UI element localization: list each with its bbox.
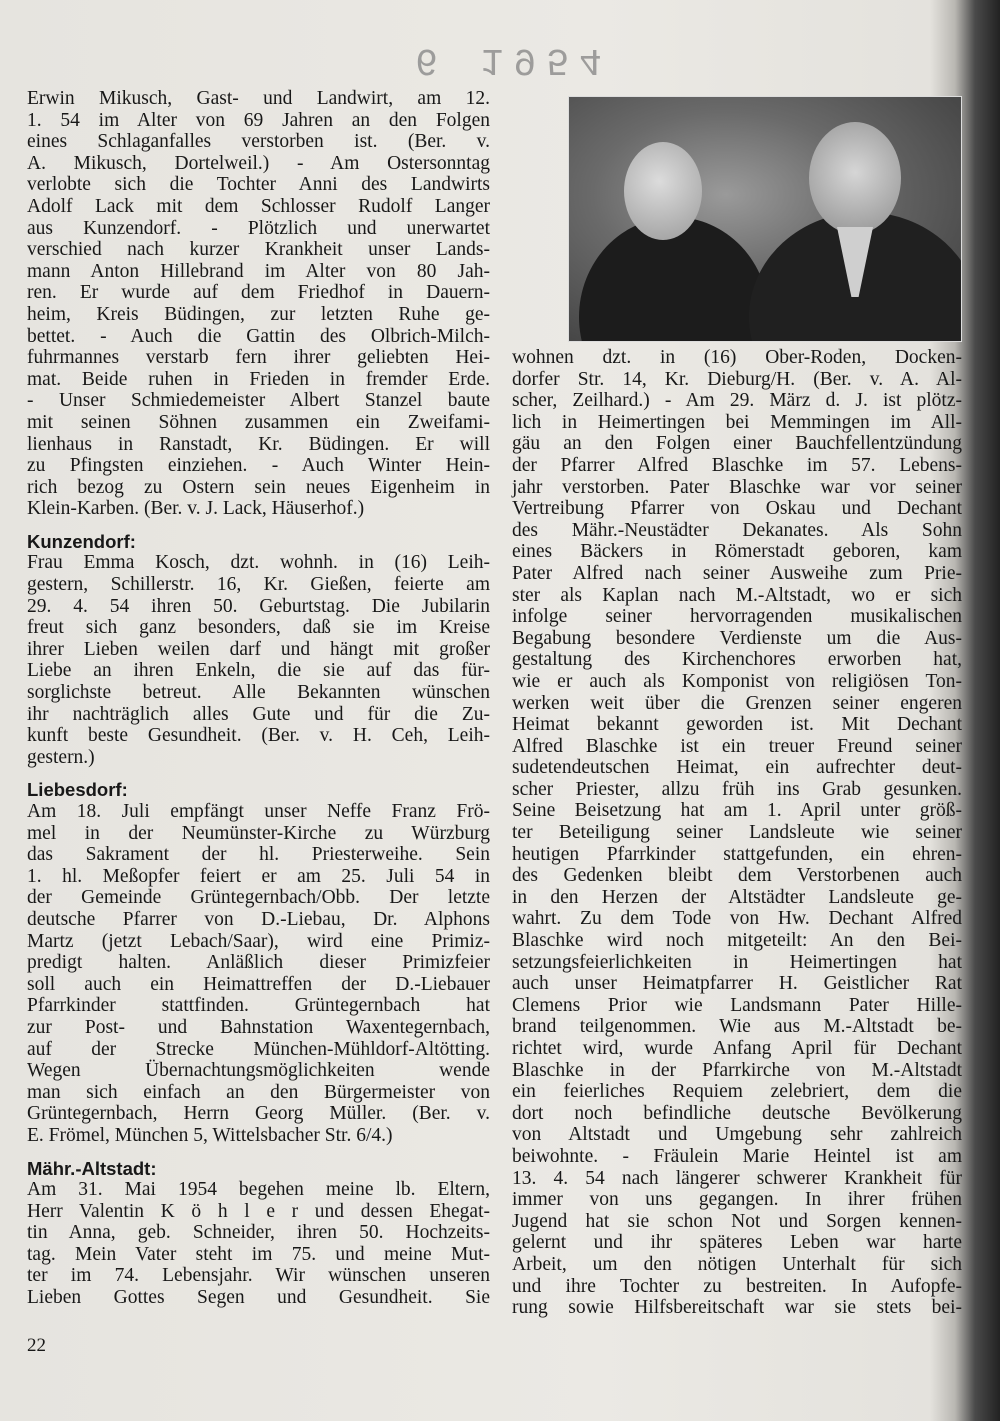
text-line: scher Priester, allzu früh ins Grab gesunken. — [512, 778, 962, 800]
text-line: sudetendeutschen Heimat, ein aufrechter deut- — [512, 757, 962, 779]
couple-photo — [568, 96, 962, 342]
text-line: Grüntegernbach, Herrn Georg Müller. (Ber. v. — [27, 1103, 490, 1125]
text-line: Pater Alfred nach seiner Ausweihe zum Prie- — [512, 562, 962, 584]
text-line: immer von uns gegangen. In ihrer frühen — [512, 1189, 962, 1211]
text-line: Frau Emma Kosch, dzt. wohnh. in (16) Leih- — [27, 552, 490, 574]
text-line: lich in Heimertingen bei Memmingen im All- — [512, 411, 962, 433]
text-line: tin Anna, geb. Schneider, ihren 50. Hochzeits- — [27, 1222, 490, 1244]
page-number: 22 — [27, 1335, 46, 1356]
text-line: verlobte sich die Tochter Anni des Landwirts — [27, 174, 490, 196]
text-line: auf der Strecke München-Mühldorf-Altötting. — [27, 1038, 490, 1060]
text-line: zur Post- und Bahnstation Waxentegernbach, — [27, 1016, 490, 1038]
text-line: Martz (jetzt Lebach/Saar), wird eine Primiz- — [27, 930, 490, 952]
text-line: ter im 74. Lebensjahr. Wir wünschen unseren — [27, 1265, 490, 1287]
text-line: Jugend hat sie schon Not und Sorgen kennen- — [512, 1210, 962, 1232]
text-line: lienhaus in Ranstadt, Kr. Büdingen. Er will — [27, 433, 490, 455]
text-line: gestern.) — [27, 746, 95, 768]
text-line: gelernt und ihr späteres Leben war harte — [512, 1232, 962, 1254]
text-line: ren. Er wurde auf dem Friedhof in Dauern- — [27, 282, 490, 304]
text-line: werken weit über die Grenzen seiner engeren — [512, 692, 962, 714]
text-line: tag. Mein Vater steht im 75. und meine Mut- — [27, 1243, 490, 1265]
text-line: auch unser Heimatpfarrer H. Geistlicher Rat — [512, 973, 962, 995]
text-line: beiwohnte. - Fräulein Marie Heintel ist am — [512, 1145, 962, 1167]
man-face — [809, 122, 901, 234]
text-line: deutsche Pfarrer von D.-Liebau, Dr. Alphons — [27, 908, 490, 930]
text-line: Am 18. Juli empfängt unser Neffe Franz Frö- — [27, 801, 490, 822]
section-heading: Liebesdorf: — [27, 779, 128, 801]
text-line: Wegen Übernachtungsmöglichkeiten wende — [27, 1060, 490, 1082]
text-line: Vertreibung Pfarrer von Oskau und Dechant — [512, 498, 962, 520]
text-line: Clemens Prior wie Landsmann Pater Hille- — [512, 994, 962, 1016]
text-line: - Unser Schmiedemeister Albert Stanzel baute — [27, 390, 490, 412]
text-line: wie er auch als Komponist von religiösen Ton- — [512, 670, 962, 692]
text-line: von Altstadt und Umgebung sehr zahlreich — [512, 1124, 962, 1146]
text-line: brand teilgenommen. Wie aus M.-Altstadt be- — [512, 1016, 962, 1038]
text-line: fuhrmannes verstarb fern ihrer geliebten Hei- — [27, 347, 490, 369]
text-line: Herr Valentin K ö h l e r und dessen Ehegat- — [27, 1200, 490, 1222]
text-line: Klein-Karben. (Ber. v. J. Lack, Häuserhof.) — [27, 498, 365, 520]
text-line: bettet. - Auch die Gattin des Olbrich-Milch- — [27, 325, 490, 347]
text-line: heutigen Pfarrkinder stattgefunden, ein ehren- — [512, 843, 962, 865]
text-line: rich bezog zu Ostern sein neues Eigenheim in — [27, 476, 490, 498]
text-line: ihrer Lieben weilen darf und hängt mit großer — [27, 638, 490, 660]
right-column — [512, 347, 962, 1319]
text-line: A. Mikusch, Dortelweil.) - Am Ostersonntag — [27, 152, 490, 174]
text-line: wahrt. Zu dem Tode von Hw. Dechant Alfred — [512, 908, 962, 930]
text-line: mit seinen Söhnen zusammen ein Zweifami- — [27, 411, 490, 433]
text-line: zu Pfingsten einziehen. - Auch Winter Hein- — [27, 455, 490, 477]
text-line: wohnen dzt. in (16) Ober-Roden, Docken- — [512, 347, 962, 368]
text-line: mat. Beide ruhen in Frieden in fremder Erde. — [27, 368, 490, 390]
text-line: 13. 4. 54 nach längerer schwerer Krankheit für — [512, 1167, 962, 1189]
article-section — [27, 531, 490, 769]
text-line: Arbeit, um den nötigen Unterhalt für sich — [512, 1253, 962, 1275]
text-line: Liebe an ihren Enkeln, die sie auf das für- — [27, 660, 490, 682]
text-line: verschied nach kurzer Krankheit unser Lands- — [27, 239, 490, 261]
article-section — [27, 1158, 490, 1309]
text-line: Begabung besondere Verdienste um die Aus- — [512, 627, 962, 649]
text-line: freut sich ganz besonders, daß sie im Kreise — [27, 617, 490, 639]
article-section — [27, 88, 490, 520]
text-line: Adolf Lack mit dem Schlosser Rudolf Langer — [27, 195, 490, 217]
text-line: mel in der Neumünster-Kirche zu Würzburg — [27, 822, 490, 844]
text-line: rung sowie Hilfsbereitschaft war sie stets bei- — [512, 1297, 962, 1319]
text-line: 1. 54 im Alter von 69 Jahren an den Folgen — [27, 109, 490, 131]
text-line: Blaschke in der Pfarrkirche von M.-Altstadt — [512, 1059, 962, 1081]
text-line: des Mähr.-Neustädter Dekanates. Als Sohn — [512, 519, 962, 541]
text-line: und ihre Tochter zu bestreiten. In Aufopfe- — [512, 1275, 962, 1297]
text-line: heim, Kreis Büdingen, zur letzten Ruhe ge- — [27, 303, 490, 325]
text-line: dort noch befindliche deutsche Bevölkerung — [512, 1102, 962, 1124]
text-line: des Gedenken bleibt dem Verstorbenen auch — [512, 865, 962, 887]
text-line: Pfarrkinder stattfinden. Grüntegernbach hat — [27, 995, 490, 1017]
text-line: Heimat bekannt geworden ist. Mit Dechant — [512, 714, 962, 736]
text-line: mann Anton Hillebrand im Alter von 80 Jah- — [27, 260, 490, 282]
text-line: E. Frömel, München 5, Wittelsbacher Str. 6/4.) — [27, 1124, 393, 1146]
text-line: ster als Kaplan nach M.-Altstadt, wo er sich — [512, 584, 962, 606]
article-section — [512, 347, 962, 1319]
text-line: Blaschke wird noch mitgeteilt: An den Bei- — [512, 930, 962, 952]
text-line: eines Bäckers in Römerstadt geboren, kam — [512, 541, 962, 563]
text-line: dorfer Str. 14, Kr. Dieburg/H. (Ber. v. A. Al- — [512, 368, 962, 390]
left-column — [27, 88, 490, 1309]
text-line: der Gemeinde Grüntegernbach/Obb. Der letzte — [27, 887, 490, 909]
text-line: Erwin Mikusch, Gast- und Landwirt, am 12. — [27, 88, 490, 109]
text-line: Lieben Gottes Segen und Gesundheit. Sie — [27, 1287, 490, 1309]
text-line: Seine Beisetzung hat am 1. April unter größ- — [512, 800, 962, 822]
text-line: richtet wird, wurde Anfang April für Dechant — [512, 1038, 962, 1059]
text-line: 1. hl. Meßopfer feiert er am 25. Juli 54 in — [27, 865, 490, 887]
text-line: gäu an den Folgen einer Bauchfellentzündung — [512, 433, 962, 455]
text-line: soll auch ein Heimattreffen der D.-Liebauer — [27, 973, 490, 995]
text-line: predigt halten. Anläßlich dieser Primizfeier — [27, 952, 490, 974]
text-line: das Sakrament der hl. Priesterweihe. Sein — [27, 844, 490, 866]
text-line: Am 31. Mai 1954 begehen meine lb. Eltern, — [27, 1179, 490, 1201]
text-line: aus Kunzendorf. - Plötzlich und unerwartet — [27, 217, 490, 239]
text-line: eines Schlaganfalles verstorben ist. (Ber. v. — [27, 131, 490, 153]
text-line: Alfred Blaschke ist ein treuer Freund seiner — [512, 735, 962, 757]
text-line: jahr verstorben. Pater Blaschke war vor seiner — [512, 476, 962, 498]
text-line: gestaltung des Kirchenchores erworben hat, — [512, 649, 962, 671]
text-line: der Pfarrer Alfred Blaschke im 57. Lebens- — [512, 454, 962, 476]
text-line: infolge seiner hervorragenden musikalischen — [512, 606, 962, 628]
text-line: in den Herzen der Altstädter Landsleute ge- — [512, 886, 962, 908]
text-line: ter Beteiligung seiner Landsleute wie seiner — [512, 822, 962, 844]
text-line: scher, Zeilhard.) - Am 29. März d. J. ist plötz- — [512, 390, 962, 412]
text-line: ein feierliches Requiem zelebriert, dem die — [512, 1081, 962, 1103]
section-heading: Kunzendorf: — [27, 530, 136, 552]
article-section — [27, 779, 490, 1146]
text-line: setzungsfeierlichkeiten in Heimertingen hat — [512, 951, 962, 973]
text-line: man sich einfach an den Bürgermeister von — [27, 1081, 490, 1103]
text-line: sorglichste betreut. Alle Bekannten wünschen — [27, 682, 490, 704]
woman-face — [624, 142, 702, 240]
text-line: gestern, Schillerstr. 16, Kr. Gießen, feierte am — [27, 574, 490, 596]
text-line: kunft beste Gesundheit. (Ber. v. H. Ceh, Leih- — [27, 725, 490, 747]
archive-date-stamp: 6 1954 — [415, 38, 612, 81]
section-heading: Mähr.-Altstadt: — [27, 1157, 157, 1179]
text-line: 29. 4. 54 ihren 50. Geburtstag. Die Jubilarin — [27, 595, 490, 617]
text-line: ihr nachträglich alles Gute und für die Zu- — [27, 703, 490, 725]
